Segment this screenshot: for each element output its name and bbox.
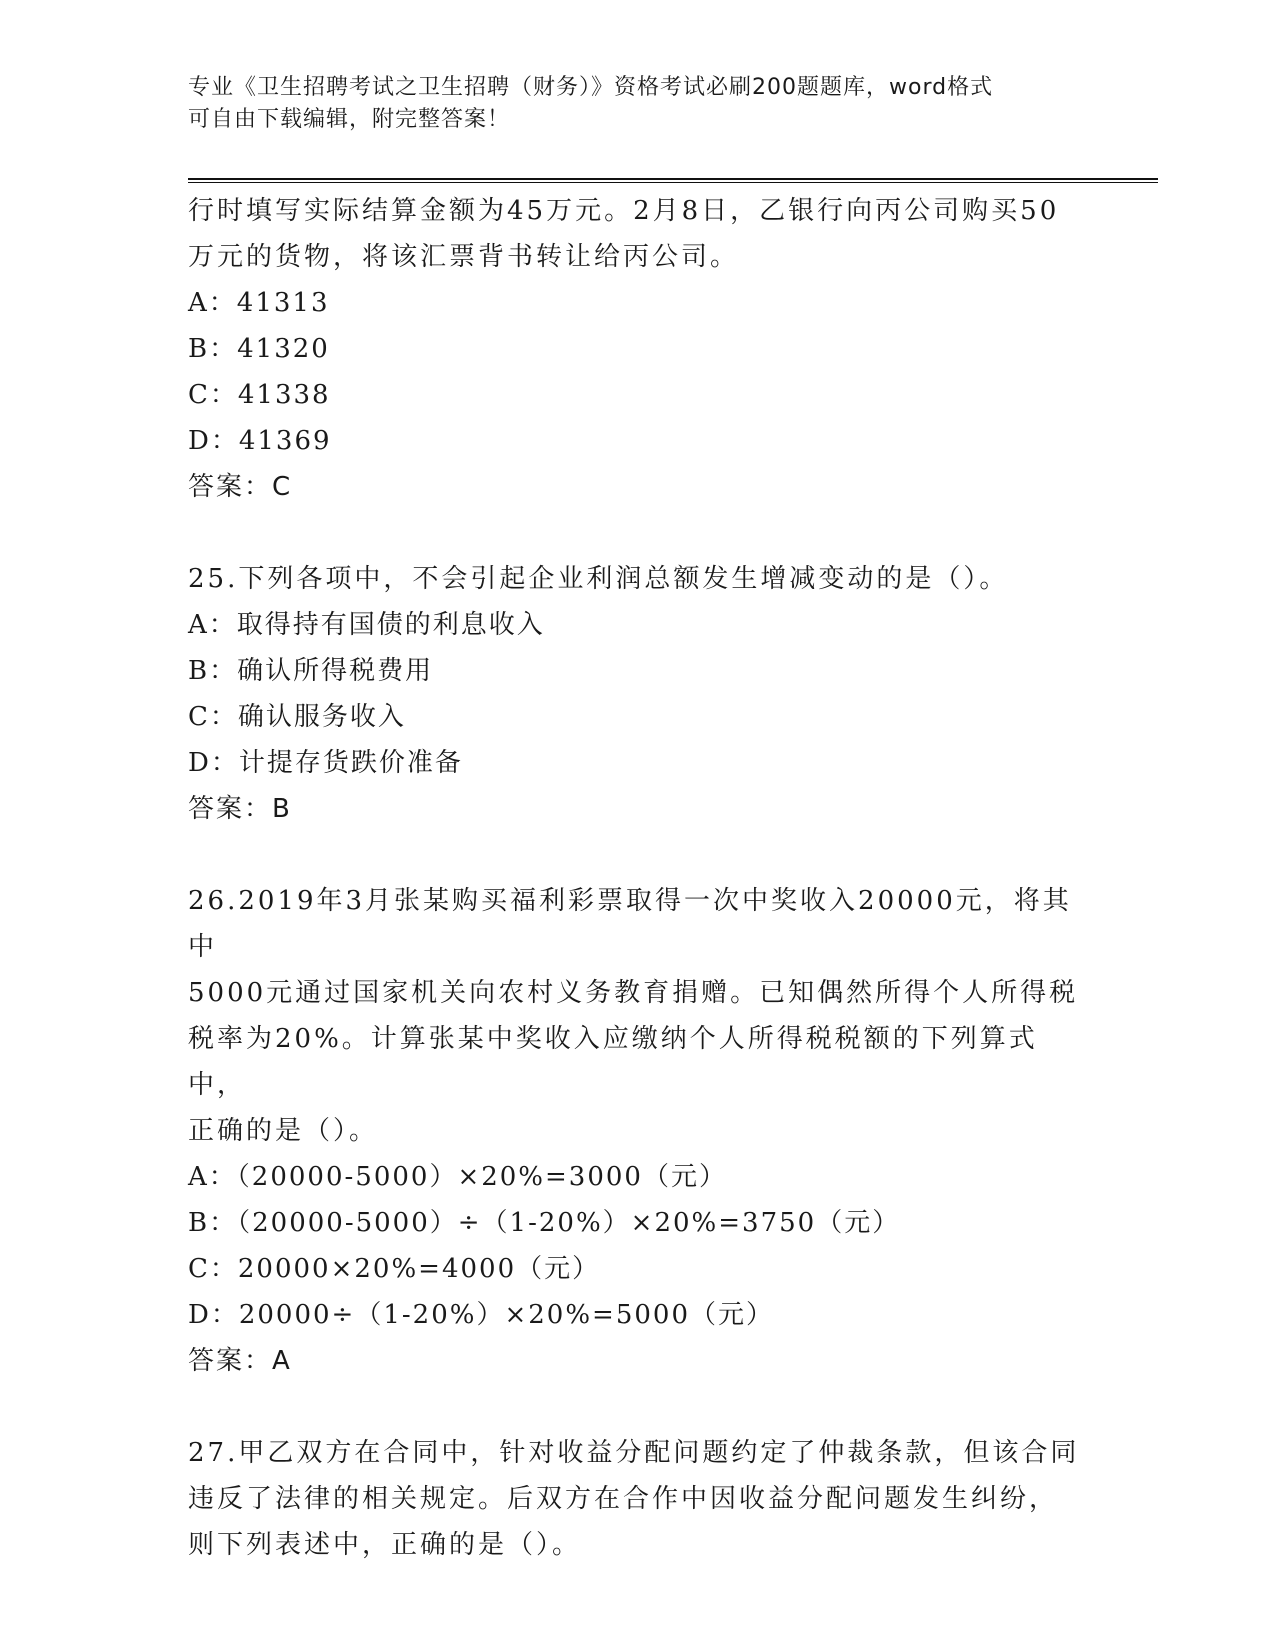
question-27	[188, 1430, 1088, 1568]
page-header	[188, 72, 1088, 136]
question-25	[188, 556, 1088, 832]
question-text: 5000元通过国家机关向农村义务教育捐赠。已知偶然所得个人所得税	[188, 978, 1079, 1008]
question-text: 26.2019年3月张某购买福利彩票取得一次中奖收入20000元，将其中	[188, 886, 1072, 962]
question-continued	[188, 188, 1088, 510]
option-c: C：20000×20%=4000（元）	[188, 1254, 601, 1284]
option-b: B：（20000-5000）÷（1-20%）×20%=3750（元）	[188, 1208, 901, 1238]
option-b: B：41320	[188, 334, 330, 364]
question-text: 行时填写实际结算金额为45万元。2月8日，乙银行向丙公司购买50	[188, 196, 1060, 226]
answer: 答案：B	[188, 794, 292, 824]
option-d: D：20000÷（1-20%）×20%=5000（元）	[188, 1300, 774, 1330]
question-text: 25.下列各项中，不会引起企业利润总额发生增减变动的是（）。	[188, 564, 1009, 594]
question-text: 万元的货物，将该汇票背书转让给丙公司。	[188, 242, 740, 272]
document-body	[188, 188, 1088, 1568]
option-a: A：（20000-5000）×20%=3000（元）	[188, 1162, 727, 1192]
header-divider	[188, 178, 1158, 183]
option-b: B：确认所得税费用	[188, 656, 434, 686]
option-c: C：41338	[188, 380, 331, 410]
question-text: 违反了法律的相关规定。后双方在合作中因收益分配问题发生纠纷，	[188, 1484, 1059, 1514]
answer: 答案：A	[188, 1346, 292, 1376]
option-d: D：计提存货跌价准备	[188, 748, 463, 778]
question-text: 27.甲乙双方在合同中，针对收益分配问题约定了仲裁条款，但该合同	[188, 1438, 1080, 1468]
header-line-2: 可自由下载编辑，附完整答案！	[188, 107, 511, 132]
option-c: C：确认服务收入	[188, 702, 406, 732]
option-a: A：41313	[188, 288, 330, 318]
header-line-1: 专业《卫生招聘考试之卫生招聘（财务）》资格考试必刷200题题库，word格式	[188, 75, 994, 100]
question-26	[188, 878, 1088, 1384]
option-a: A：取得持有国债的利息收入	[188, 610, 545, 640]
question-text: 税率为20%。计算张某中奖收入应缴纳个人所得税税额的下列算式中，	[188, 1024, 1038, 1100]
question-text: 正确的是（）。	[188, 1116, 379, 1146]
question-text: 则下列表述中，正确的是（）。	[188, 1530, 582, 1560]
option-d: D：41369	[188, 426, 332, 456]
answer: 答案：C	[188, 472, 293, 502]
